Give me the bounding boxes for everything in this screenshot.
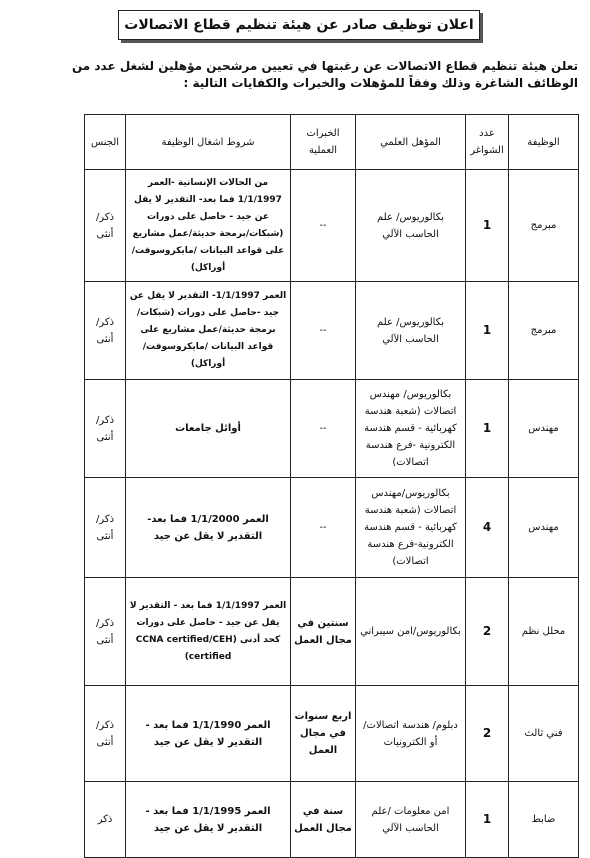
table-row	[85, 686, 579, 782]
cell-experience: سنتين في مجال العمل	[291, 578, 356, 686]
cell-requirements: العمر 1/1/1997- التقدير لا يقل عن جيد -حاصل على دورات (شبكات/برمجة حديثة/عمل مشاريع على قواعد البيانات /مايكروسوفت/أوراكل)	[126, 282, 291, 380]
cell-qualification: بكالوريوس/ مهندس اتصالات (شعبة هندسة كهربائية - قسم هندسة الكترونية -فرع هندسة اتصالات)	[356, 380, 466, 478]
cell-experience: اربع سنوات في مجال العمل	[291, 686, 356, 782]
cell-experience: --	[291, 282, 356, 380]
cell-gender: ذكر/أنثى	[85, 282, 126, 380]
cell-gender: ذكر	[85, 782, 126, 858]
cell-requirements: العمر 1/1/1995 فما بعد - التقدير لا يقل عن جيد	[126, 782, 291, 858]
table-row	[85, 282, 579, 380]
cell-requirements: من الحالات الإنسانية -العمر 1/1/1997 فما بعد- التقدير لا يقل عن جيد - حاصل على دورات (شبكات/برمجة حديثة/عمل مشاريع على قواعد البيانات /مايكروسوفت/أوراكل)	[126, 170, 291, 282]
cell-job: محلل نظم	[509, 578, 579, 686]
cell-job: ضابط	[509, 782, 579, 858]
cell-vacancies: 1	[466, 170, 509, 282]
cell-vacancies: 2	[466, 578, 509, 686]
header-requirements: شروط اشغال الوظيفة	[126, 115, 291, 170]
cell-requirements: العمر 1/1/2000 فما بعد- التقدير لا يقل عن جيد	[126, 478, 291, 578]
cell-job: فني ثالث	[509, 686, 579, 782]
table-row	[85, 578, 579, 686]
table-row	[85, 170, 579, 282]
header-job: الوظيفة	[509, 115, 579, 170]
jobs-table	[84, 114, 579, 858]
table-row	[85, 782, 579, 858]
header-experience: الخبرات العملية	[291, 115, 356, 170]
cell-qualification: بكالوريوس/امن سيبراني	[356, 578, 466, 686]
cell-job: مهندس	[509, 380, 579, 478]
header-vacancies: عدد الشواغر	[466, 115, 509, 170]
cell-qualification: امن معلومات /علم الحاسب الآلي	[356, 782, 466, 858]
header-qualification: المؤهل العلمي	[356, 115, 466, 170]
cell-qualification: بكالوريوس/ علم الحاسب الآلي	[356, 282, 466, 380]
cell-gender: ذكر/أنثى	[85, 380, 126, 478]
table-header-row	[85, 115, 579, 170]
cell-experience: سنة في مجال العمل	[291, 782, 356, 858]
cell-requirements: أوائل جامعات	[126, 380, 291, 478]
intro-paragraph: تعلن هيئة تنظيم قطاع الاتصالات عن رغبتها في تعيين مرشحين مؤهلين لشغل عدد من الوظائف الشاغرة وذلك وفقاً للمؤهلات والخبرات والكفايات التالية :	[71, 59, 578, 90]
cell-experience: --	[291, 170, 356, 282]
cell-gender: ذكر/أنثى	[85, 478, 126, 578]
cell-experience: --	[291, 478, 356, 578]
cell-gender: ذكر/أنثى	[85, 578, 126, 686]
cell-job: مبرمج	[509, 282, 579, 380]
table-row	[85, 380, 579, 478]
cell-gender: ذكر/أنثى	[85, 686, 126, 782]
cell-requirements: العمر 1/1/1997 فما بعد - التقدير لا يقل عن جيد - حاصل على دورات كحد أدنى CCNA certified/CEH) (certified	[126, 578, 291, 686]
header-gender: الجنس	[85, 115, 126, 170]
cell-vacancies: 1	[466, 380, 509, 478]
cell-qualification: دبلوم/ هندسة اتصالات/ أو الكترونيات	[356, 686, 466, 782]
cell-qualification: بكالوريوس/مهندس اتصالات (شعبة هندسة كهربائية - قسم هندسة الكترونية-فرع هندسة اتصالات)	[356, 478, 466, 578]
cell-experience: --	[291, 380, 356, 478]
cell-job: مبرمج	[509, 170, 579, 282]
cell-vacancies: 2	[466, 686, 509, 782]
cell-qualification: بكالوريوس/ علم الحاسب الآلي	[356, 170, 466, 282]
cell-requirements: العمر 1/1/1990 فما بعد - التقدير لا يقل عن جيد	[126, 686, 291, 782]
cell-vacancies: 1	[466, 782, 509, 858]
table-row	[85, 478, 579, 578]
cell-vacancies: 4	[466, 478, 509, 578]
cell-vacancies: 1	[466, 282, 509, 380]
cell-job: مهندس	[509, 478, 579, 578]
announcement-title-text: اعلان توظيف صادر عن هيئة تنظيم قطاع الاتصالات	[124, 17, 474, 33]
cell-gender: ذكر/أنثى	[85, 170, 126, 282]
announcement-title	[118, 10, 480, 40]
